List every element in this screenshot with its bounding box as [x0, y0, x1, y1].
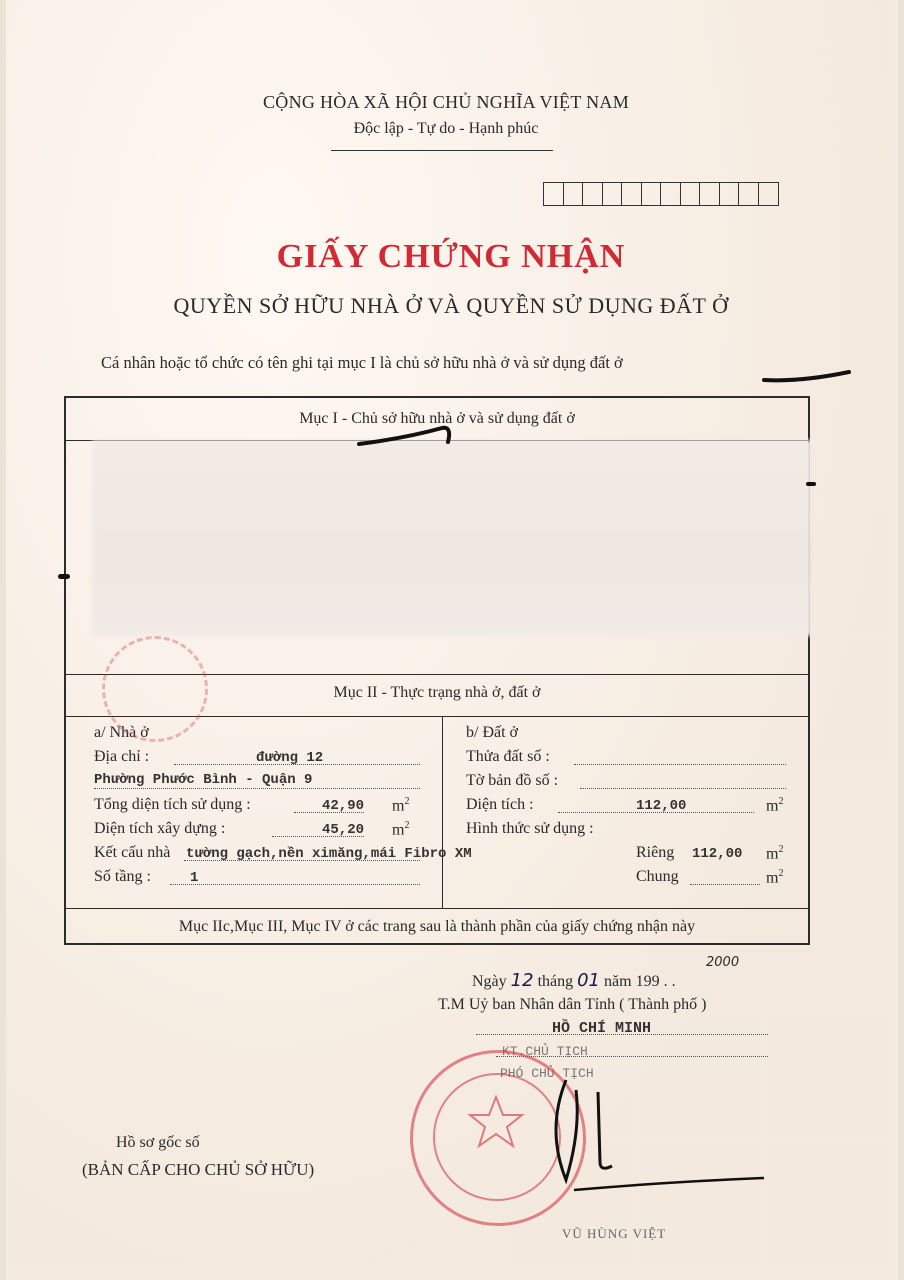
built-area-unit — [392, 820, 409, 839]
signer-name: VŨ HÙNG VIỆT — [562, 1226, 667, 1241]
structure-label: Kết cấu nhà — [94, 844, 171, 861]
private-use-label: Riêng — [636, 844, 675, 861]
serial-cell — [622, 183, 642, 205]
dotted-line — [690, 884, 760, 885]
date-prefix: Ngày — [472, 973, 507, 990]
redaction-stroke — [356, 420, 466, 450]
serial-cell — [544, 183, 564, 205]
unit-exponent: 2 — [778, 844, 784, 855]
built-area-value: 45,20 — [322, 822, 365, 838]
serial-cell — [759, 183, 779, 205]
total-area-unit — [392, 796, 409, 815]
land-area-unit — [766, 796, 783, 815]
section-footnote: Mục IIc,Mục III, Mục IV ở các trang sau là thành phần của giấy chứng nhận này — [178, 918, 696, 935]
built-area-label: Diện tích xây dựng : — [94, 820, 226, 837]
land-heading: b/ Đất ở — [466, 724, 519, 741]
serial-cell — [681, 183, 701, 205]
unit-exponent: 2 — [404, 820, 410, 831]
copy-for-owner-note: (BẢN CẤP CHO CHỦ SỞ HỮU) — [82, 1160, 315, 1179]
section2-heading: Mục II - Thực trạng nhà ở, đất ở — [333, 684, 541, 701]
map-sheet-label: Tờ bản đồ số : — [466, 772, 559, 789]
divider — [66, 908, 808, 909]
unit: m — [766, 869, 779, 887]
motto-underline — [331, 150, 553, 151]
year-label: năm — [604, 973, 632, 990]
redaction-mark — [58, 574, 70, 579]
issue-day: 12 — [510, 970, 534, 991]
certificate-title: GIẤY CHỨNG NHẬN — [276, 238, 626, 275]
unit: m — [766, 797, 779, 815]
year-printed: 199 . . — [635, 973, 676, 990]
issue-year-written: 2000 — [706, 955, 740, 970]
plot-label: Thửa đất số : — [466, 748, 550, 765]
section1-heading: Mục I - Chủ sở hữu nhà ở và sử dụng đất ở — [299, 410, 575, 427]
issue-month: 01 — [577, 970, 601, 991]
unit: m — [392, 821, 405, 839]
column-divider — [442, 716, 443, 908]
structure-value: tường gạch,nền ximăng,mái Fibro XM — [186, 846, 472, 862]
unit: m — [766, 845, 779, 863]
shared-use-unit — [766, 868, 783, 887]
private-use-value: 112,00 — [692, 846, 743, 862]
address-label: Địa chỉ : — [94, 748, 150, 765]
certificate-subtitle: QUYỀN SỞ HỮU NHÀ Ở VÀ QUYỀN SỬ DỤNG ĐẤT Ở — [173, 293, 729, 318]
redacted-owner-info — [92, 440, 812, 636]
usage-form-label: Hình thức sử dụng : — [466, 820, 594, 837]
certificate-page — [6, 0, 898, 1280]
signer-role-primary: KT.CHỦ TỊCH — [502, 1044, 588, 1059]
issue-date — [472, 970, 676, 991]
authority-city: HỒ CHÍ MINH — [552, 1020, 652, 1037]
original-dossier-label: Hồ sơ gốc số — [116, 1134, 200, 1151]
unit-exponent: 2 — [778, 868, 784, 879]
dotted-line — [580, 788, 786, 789]
serial-cell — [720, 183, 740, 205]
national-motto: Độc lập - Tự do - Hạnh phúc — [353, 120, 539, 137]
signer-role-secondary: PHÓ CHỦ TỊCH — [500, 1066, 594, 1081]
house-heading: a/ Nhà ở — [94, 724, 149, 741]
handwritten-signature — [526, 1070, 786, 1200]
serial-cell — [642, 183, 662, 205]
issuing-authority: T.M Uỷ ban Nhân dân Tỉnh ( Thành phố ) — [438, 996, 707, 1013]
redaction-stroke — [761, 366, 856, 386]
national-title: CỘNG HÒA XÃ HỘI CHỦ NGHĨA VIỆT NAM — [262, 92, 630, 112]
redaction-mark — [806, 482, 816, 486]
unit-exponent: 2 — [778, 796, 784, 807]
private-use-unit — [766, 844, 783, 863]
faint-seal-stamp — [102, 636, 208, 742]
unit-exponent: 2 — [404, 796, 410, 807]
floors-label: Số tầng : — [94, 868, 151, 885]
address-line2: Phường Phước Bình - Quận 9 — [94, 772, 313, 788]
dotted-line — [94, 788, 420, 789]
unit: m — [392, 797, 405, 815]
serial-cell — [739, 183, 759, 205]
serial-cell — [564, 183, 584, 205]
total-area-value: 42,90 — [322, 798, 365, 814]
star-emblem-icon — [466, 1093, 526, 1153]
intro-statement: Cá nhân hoặc tổ chức có tên ghi tại mục I là chủ sở hữu nhà ở và sử dụng đất ở — [101, 353, 623, 372]
serial-cell — [603, 183, 623, 205]
total-area-label: Tổng diện tích sử dụng : — [94, 796, 251, 813]
dotted-line — [574, 764, 786, 765]
serial-number-boxes — [543, 182, 779, 206]
dotted-line — [170, 884, 420, 885]
address-value: đường 12 — [256, 750, 324, 766]
month-label: tháng — [537, 973, 574, 990]
serial-cell — [583, 183, 603, 205]
land-area-value: 112,00 — [636, 798, 687, 814]
shared-use-label: Chung — [636, 868, 679, 885]
serial-cell — [700, 183, 720, 205]
land-area-label: Diện tích : — [466, 796, 534, 813]
serial-cell — [661, 183, 681, 205]
floors-value: 1 — [190, 870, 199, 886]
